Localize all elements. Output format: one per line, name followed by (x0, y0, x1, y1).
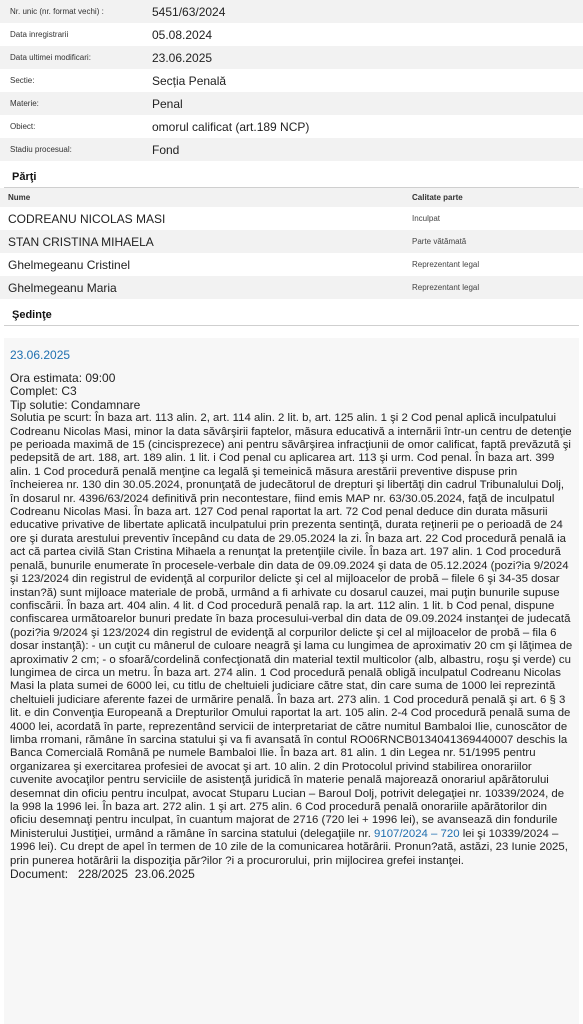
info-row-obiect (0, 115, 583, 138)
info-value: 05.08.2024 (152, 27, 213, 42)
solution-text-part: Solutia pe scurt: În baza art. 113 alin. 2, art. 114 alin. 2 lit. b, art. 125 alin. 1 şi 2 Cod penal aplică inculpatului Codreanu Nicolas Masi, minor la data săvârşirii faptelor, măsura educativă a internării într-un centru de detenţie pe perioada maximă de 15 (cincisprezece) ani pentru săvârşirea infracţiunii de omor calificat, faptă prevăzută şi pedepsită de art. 188, art. 189 alin. 1 lit. i Cod penal cu aplicarea art. 113 şi urm. Cod penal. În baza art. 399 alin. 1 Cod procedură penală menţine ca legală şi temeinică măsura arestării preventive dispuse prin încheierea nr. 130 din 30.05.2024, pronunţată de judecătorul de drepturi şi libertăţi din cadrul Tribunalului Dolj, în dosarul nr. 4396/63/2024 definitivă prin necontestare, fiind emis MAP nr. 63/30.05.2024, faţă de inculpatul Codreanu Nicolas Masi. În baza art. 127 Cod penal raportat la art. 72 Cod penal deduce din durata măsurii educative privative de libertate aplicată inculpatului prin prezenta sentinţă, durata reţinerii pe o perioadă de 24 ore şi durata arestului preventiv începând cu data de 29.05.2024 la zi. În baza art. 22 Cod procedură penală ia act că partea civilă Stan Cristina Mihaela a renunţat la pretenţiile civile. În baza art. 197 alin. 1 Cod procedură penală, bunurile enumerate în procesele-verbale din data de 09.09.2024 şi data de 05.12.2024 (pozi?ia 9/2024 şi 123/2024 din registrul de evidenţă al corpurilor delicte şi cel al mijloacelor de probă – filele 6 şi 34-35 dosar instan?ă) sunt mijloace materiale de probă, urmând a fi arhivate cu dosarul cauzei, mai puţin bunurile supuse confiscării. În baza art. 404 alin. 4 lit. d Cod procedură penală rap. la art. 112 alin. 1 lit. b Cod penal, dispune confiscarea următoarelor bunuri predate în baza procesului-verbal din data de 09.09.2024 instanţei de judecată (pozi?ia 9/2024 şi 123/2024 din registrul de evidenţă al corpurilor delicte şi cel al mijloacelor de probă – fila 6 dosar instanţă): - un cuţit cu mânerul de culoare neagră şi lama cu lungimea de aproximativ 20 cm şi lăţimea de aproximativ 2 cm; - o sfoară/cordelină confecţionată din material textil multicolor (alb, albastru, roşu şi verde) cu lungimea de circa un metru. În baza art. 274 alin. 1 Cod procedură penală obligă inculpatul Codreanu Nicolas Masi la plata sumei de 6000 lei, cu titlu de cheltuieli judiciare către stat, din care suma de 1000 lei reprezintă cheltuieli judiciare aferente fazei de urmărire penală. În baza art. 273 alin. 1 Cod procedură penală şi art. 6 § 3 lit. e din Convenţia Europeană a Drepturilor Omului raportat la art. 105 alin. 2-4 Cod procedură penală suma de 4000 lei, acordată în parte, reprezentând servicii de interpretariat de către numitul Bambaloi Ilie, cunoscător de limba rromani, rămâne în sarcina statului şi va fi avansată în contul RO06RNCB0134041369440007 deschis la Banca Comercială Română pe numele Bambaloi Ilie. În baza art. 81 alin. 1 din Legea nr. 51/1995 pentru organizarea şi exercitarea profesiei de avocat şi art. 10 alin. 2 din Protocolul privind stabilirea onorariilor cuvenite avocaţilor pentru serviciile de asistenţă juridică în materie penală majorează onorariul apărătorului desemnat din oficiu pentru inculpat, avocat Stuparu Lucian – Baroul Dolj, potrivit delegaţiei nr. 10339/2024, de la 998 la 1996 lei. În baza art. 272 alin. 1 şi art. 275 alin. 6 Cod procedură penală onorariile apărătorilor din oficiu desemnaţi pentru inculpat, în cuantum majorat de 2716 (720 lei + 1996 lei), se avansează din fondurile Ministerului Justiţiei, urmând a rămâne în sarcina statului (delegaţiile nr. (10, 412, 573, 840)
hearing-document: Document: 228/2025 23.06.2025 (10, 867, 195, 882)
info-row-nr-unic (0, 0, 583, 23)
party-name: Ghelmegeanu Maria (8, 280, 117, 295)
info-row-materie (0, 92, 583, 115)
info-row-data-inregistrarii (0, 23, 583, 46)
info-value: Fond (152, 142, 180, 157)
info-label: Stadiu procesual: (10, 145, 72, 154)
party-role: Parte vătămată (412, 237, 467, 246)
hearing-date: 23.06.2025 (10, 348, 71, 362)
info-row-sectie (0, 69, 583, 92)
hearing-card (4, 338, 579, 1024)
table-row (0, 207, 583, 230)
parti-section-title: Părţi (4, 161, 579, 188)
party-role: Inculpat (412, 214, 441, 223)
info-label: Sectie: (10, 76, 35, 85)
hearing-time: Ora estimata: 09:00 (10, 371, 116, 385)
info-label: Data inregistrarii (10, 30, 69, 39)
info-value: Secția Penală (152, 73, 227, 88)
info-label: Nr. unic (nr. format vechi) : (10, 7, 104, 16)
party-name: STAN CRISTINA MIHAELA (8, 234, 154, 249)
info-label: Obiect: (10, 122, 36, 131)
hearing-solution-text (10, 412, 573, 868)
table-row (0, 230, 583, 253)
info-value: 5451/63/2024 (152, 4, 226, 19)
party-name: CODREANU NICOLAS MASI (8, 211, 166, 226)
info-label: Data ultimei modificari: (10, 53, 91, 62)
table-row (0, 253, 583, 276)
hearing-panel: Complet: C3 (10, 384, 77, 399)
parti-table-body (0, 207, 583, 299)
info-row-data-modificari (0, 46, 583, 69)
column-header-role: Calitate parte (412, 193, 463, 202)
party-name: Ghelmegeanu Cristinel (8, 257, 131, 272)
parti-table-header (0, 188, 583, 207)
info-label: Materie: (10, 99, 39, 108)
hearing-solution-type: Tip solutie: Condamnare (10, 397, 141, 412)
info-value: omorul calificat (art.189 NCP) (152, 119, 310, 134)
info-value: Penal (152, 96, 183, 111)
solution-text-part: lei şi 10339/2024 – 1996 lei). Cu drept de apel în termen de 10 zile de la comunicarea hotărârii. Pronun?ată, astăzi, 23 Iunie 2025, prin punerea hotărârii la dispoziţia păr?ilor ?i a procurorului, prin mijlocirea grefei instanţei. (10, 827, 568, 867)
party-role: Reprezentant legal (412, 260, 480, 269)
sedinte-section-title: Şedinţe (4, 299, 579, 326)
delegation-link[interactable]: 9107/2024 – 720 (374, 827, 460, 840)
case-info-list (0, 0, 583, 161)
info-row-stadiu (0, 138, 583, 161)
info-value: 23.06.2025 (152, 50, 213, 65)
party-role: Reprezentant legal (412, 283, 480, 292)
table-row (0, 276, 583, 299)
column-header-name: Nume (8, 193, 31, 202)
